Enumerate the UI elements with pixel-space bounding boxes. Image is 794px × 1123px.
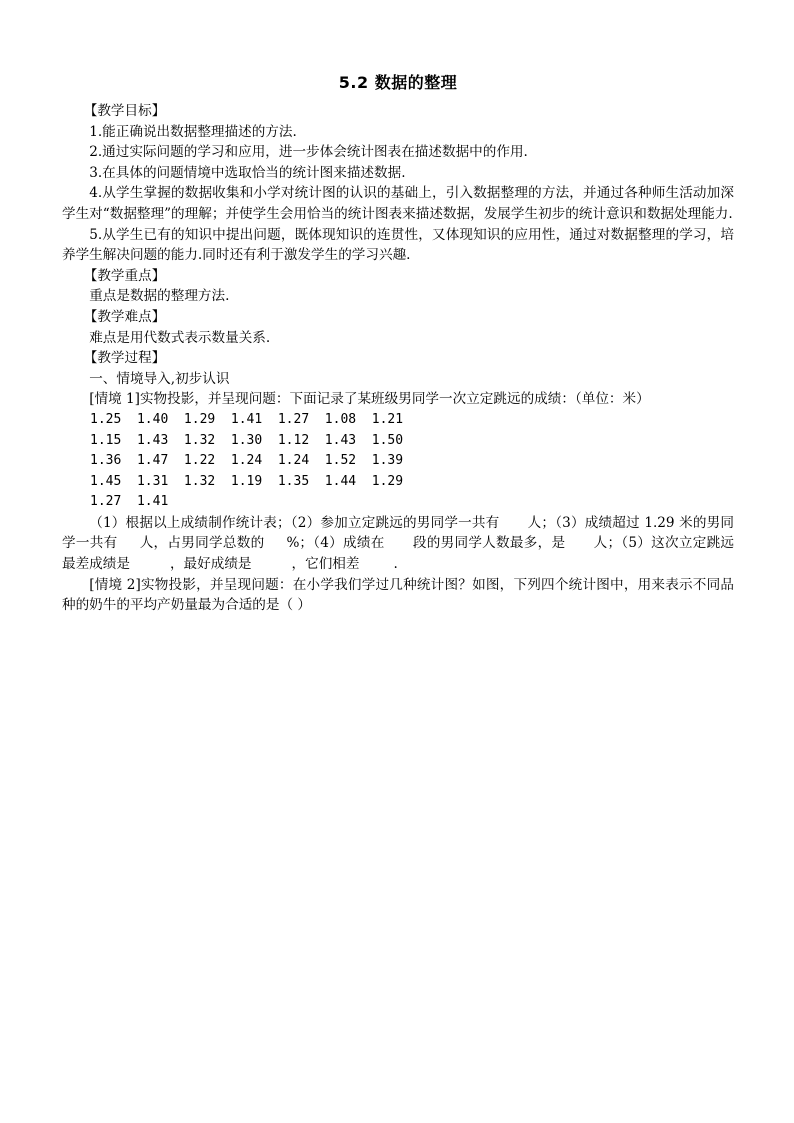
question-text-8: ，它们相差 [291,556,360,573]
key-points-heading: 【教学重点】 [83,267,166,284]
question-text-1: （1）根据以上成绩制作统计表；（2）参加立定跳远的男同学一共有 [89,514,500,531]
data-row: 1.25 1.40 1.29 1.41 1.27 1.08 1.21 [90,411,404,427]
objectives-heading: 【教学目标】 [83,103,166,119]
objective-item-3: 3.在具体的问题情境中选取恰当的统计图来描述数据. [89,164,406,181]
scenario-2-text: [情境 2]实物投影，并呈现问题：在小学我们学过几种统计图？如图，下列四个统计图中，用来表示不同品种的奶牛的平均产奶量最为合适的是（ ） [62,576,734,614]
process-heading: 【教学过程】 [83,350,166,367]
objective-item-2: 2.通过实际问题的学习和应用，进一步体会统计图表在描述数据中的作用. [89,144,528,161]
data-row: 1.15 1.43 1.32 1.30 1.12 1.43 1.50 [90,432,404,448]
question-text-5: 段的男同学人数最多，是 [412,535,566,552]
scenario-1-text: [情境 1]实物投影，并呈现问题：下面记录了某班级男同学一次立定跳远的成绩：（单位：米） [89,391,650,408]
page-title: 5.2 数据的整理 [338,73,458,92]
data-row: 1.27 1.41 [90,494,169,510]
question-text-7: ，最好成绩是 [169,556,252,573]
objective-item-5: 5.从学生已有的知识中提出问题，既体现知识的连贯性，又体现知识的应用性，通过对数据整理的学习，培养学生解决问题的能力.同时还有利于激发学生的学习兴趣. [62,226,734,264]
question-text-3: 人，占男同学总数的 [139,535,265,552]
key-points-text: 重点是数据的整理方法. [89,288,230,305]
question-text-6: 人；（5）这次立定跳远最差成绩是 [62,535,735,573]
question-text-4: %；（4）成绩在 [286,535,385,552]
question-text-2: 人；（3）成绩超过 1.29 米的男同学一共有 [62,514,734,552]
objective-item-1: 1.能正确说出数据整理描述的方法. [89,123,297,140]
difficulties-heading: 【教学难点】 [83,308,166,325]
document-body [62,101,734,616]
objective-item-4: 4.从学生掌握的数据收集和小学对统计图的认识的基础上，引入数据整理的方法，并通过各种师生活动加深学生对“数据整理”的理解；并使学生会用恰当的统计图表来描述数据，发展学生初步的统计意识和数据处理能力. [62,185,734,222]
questions-paragraph [62,513,734,575]
question-text-9: . [393,556,398,573]
data-row: 1.36 1.47 1.22 1.24 1.24 1.52 1.39 [90,453,404,469]
section-1-heading: 一、情境导入,初步认识 [89,370,230,387]
difficulties-text: 难点是用代数式表示数量关系. [89,329,271,346]
data-row: 1.45 1.31 1.32 1.19 1.35 1.44 1.29 [90,473,404,489]
